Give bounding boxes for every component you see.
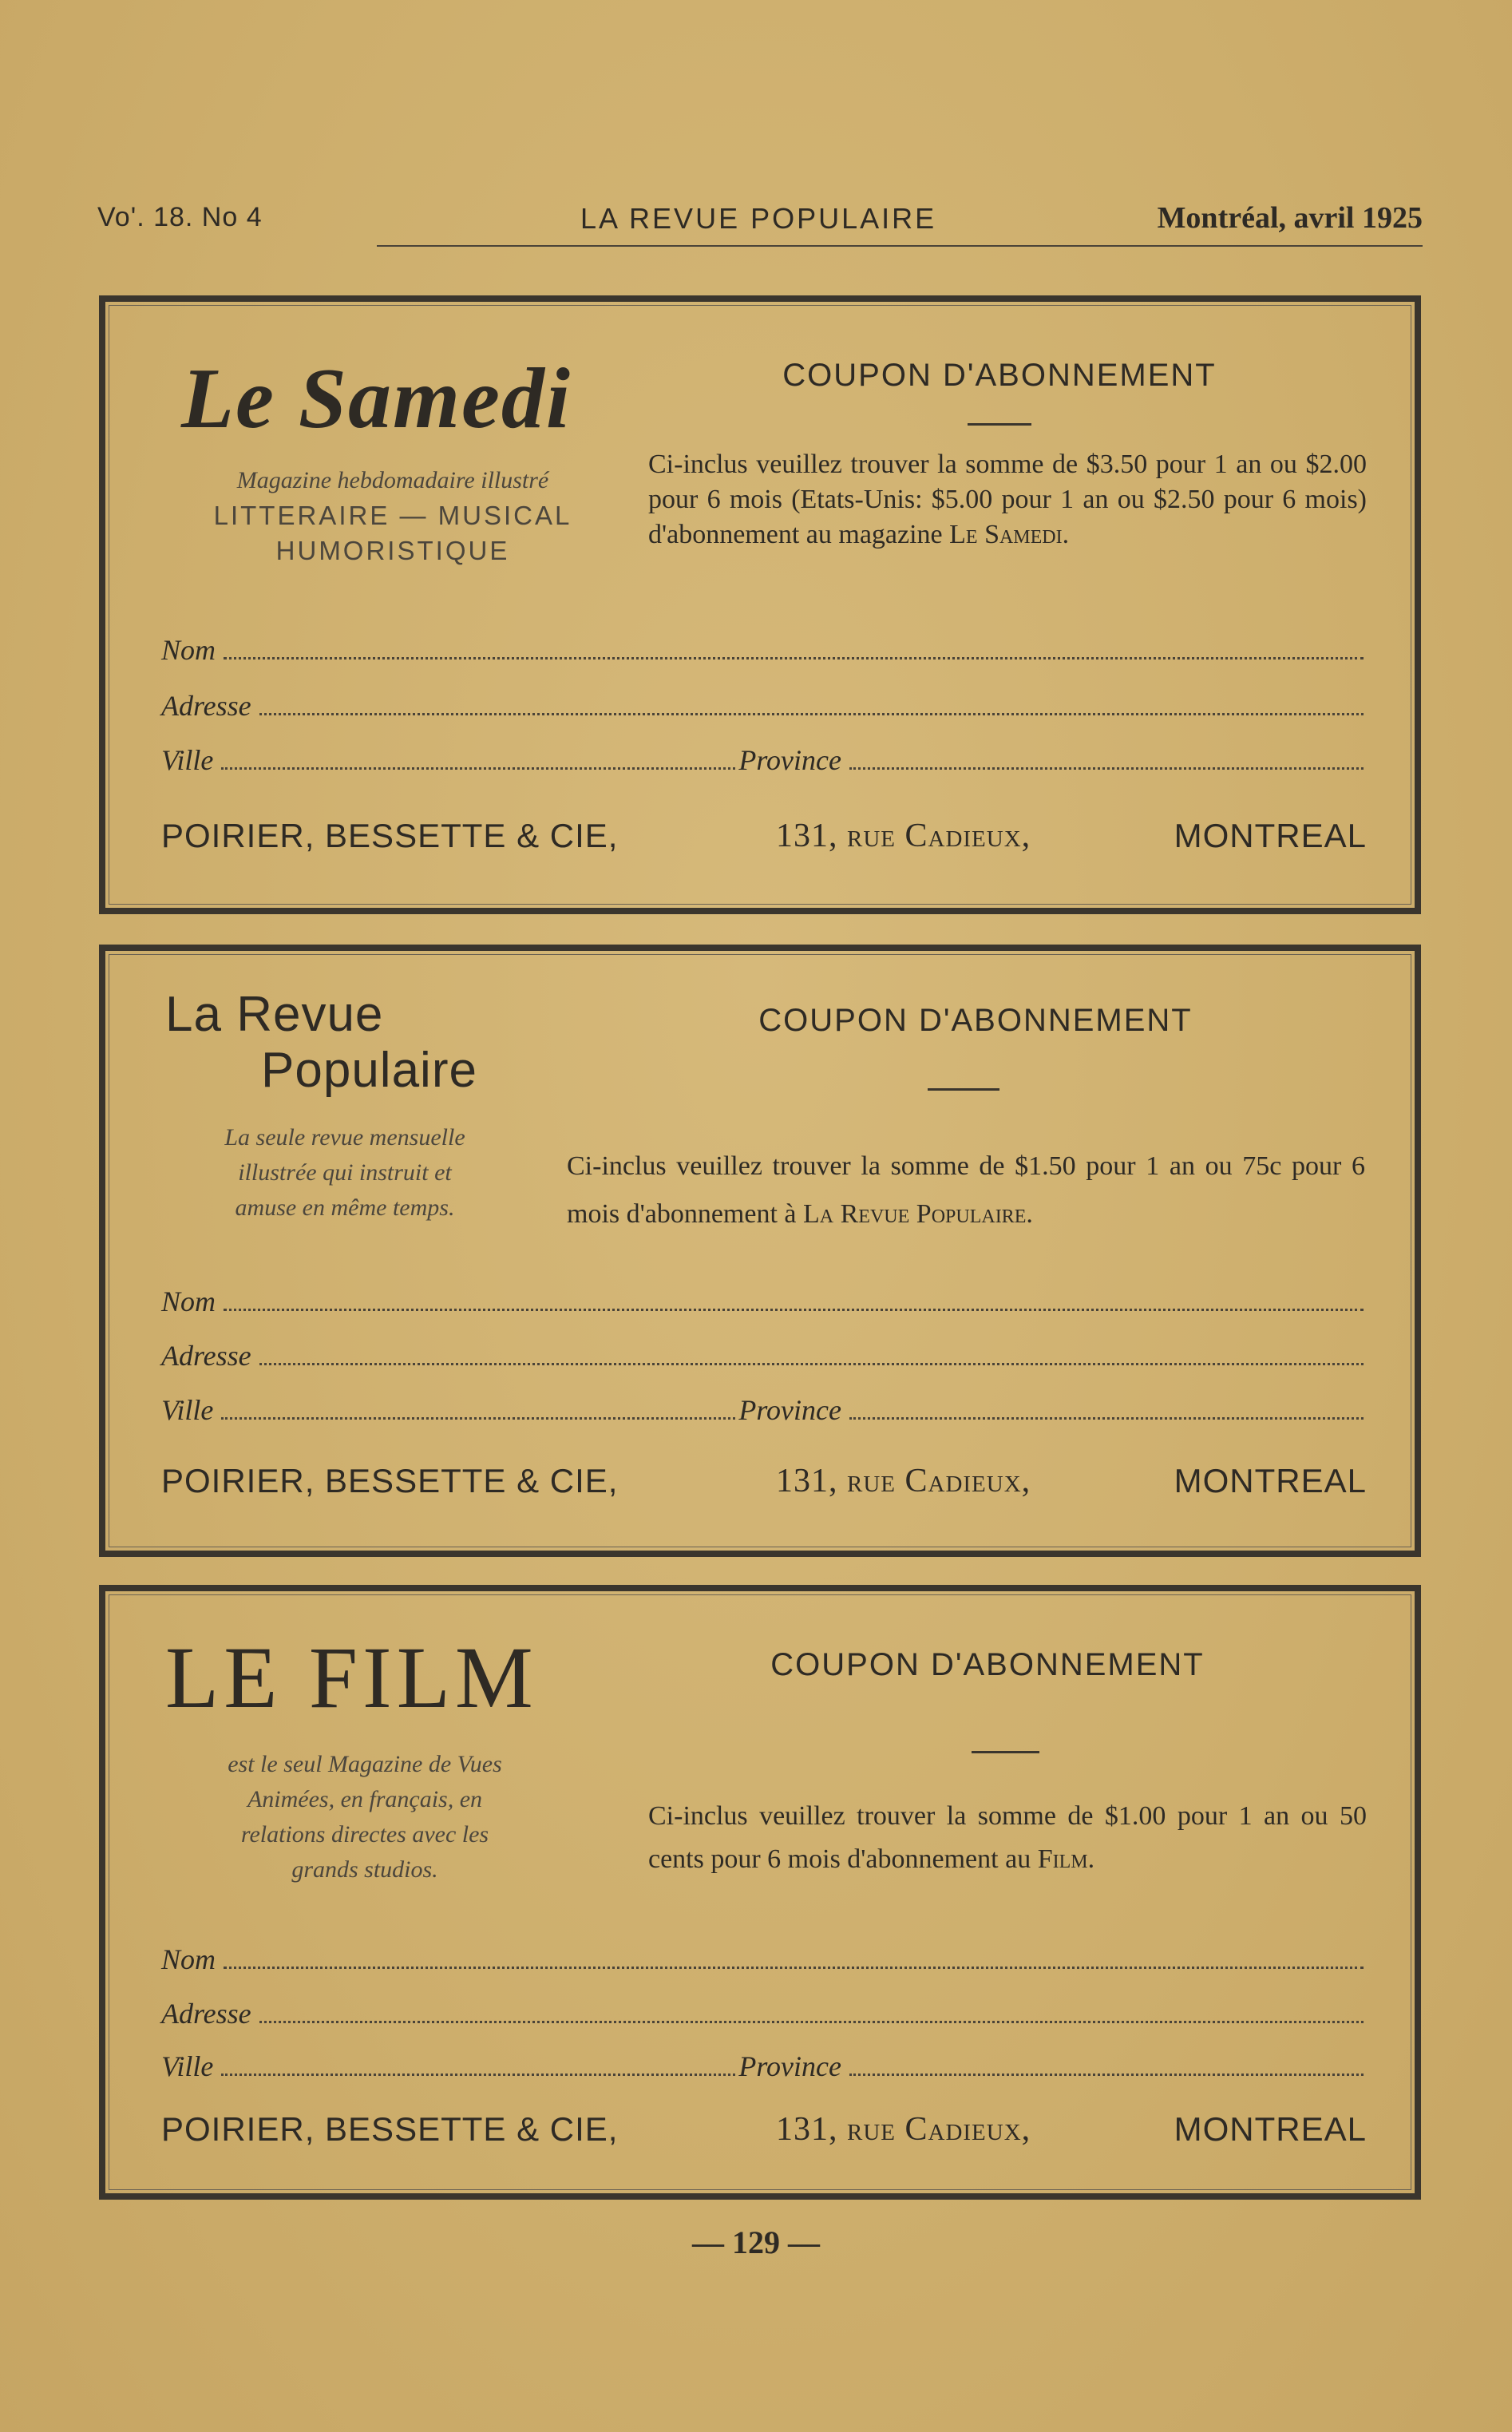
- name-label: Nom: [161, 1285, 216, 1317]
- publisher-name: POIRIER, BESSETTE & CIE,: [161, 1462, 619, 1499]
- coupon-title: COUPON D'ABONNEMENT: [758, 1003, 1193, 1038]
- page-number: — 129 —: [692, 2224, 820, 2260]
- city-label: Ville: [161, 744, 214, 776]
- name-field[interactable]: [161, 1943, 1367, 1976]
- publisher-name: POIRIER, BESSETTE & CIE,: [161, 2110, 619, 2148]
- city-province-field[interactable]: [161, 2050, 1367, 2083]
- publisher-name: POIRIER, BESSETTE & CIE,: [161, 817, 619, 854]
- revue-tagline-2: illustrée qui instruit et: [238, 1159, 452, 1186]
- province-label: Province: [738, 2050, 841, 2082]
- subscription-terms: Ci-inclus veuillez trouver la somme de $1.00 pour 1 an ou 50 cents pour 6 mois d'abonnement au: [648, 1801, 1367, 1874]
- coupon-title: COUPON D'ABONNEMENT: [770, 1647, 1205, 1682]
- coupon-la-revue-populaire: [99, 945, 1421, 1557]
- coupon-le-samedi: [99, 295, 1421, 914]
- address-label: Adresse: [161, 1998, 251, 2030]
- dotted-line: [224, 1309, 1364, 1311]
- dotted-line: [849, 1417, 1364, 1420]
- magazine-name: La Revue Populaire.: [803, 1199, 1033, 1229]
- le-samedi-logo: Le Samedi: [181, 351, 572, 446]
- name-label: Nom: [161, 634, 216, 666]
- address-field[interactable]: [161, 1339, 1367, 1372]
- dotted-line: [221, 767, 735, 770]
- publisher-address: 131, rue Cadieux,: [776, 1463, 1031, 1499]
- address-field[interactable]: [161, 689, 1367, 723]
- publisher-address: 131, rue Cadieux,: [776, 2111, 1031, 2148]
- dotted-line: [849, 2074, 1364, 2076]
- coupon-title: COUPON D'ABONNEMENT: [782, 358, 1217, 393]
- title-rule: [968, 423, 1031, 426]
- dotted-line: [221, 2074, 735, 2076]
- revue-tagline: [157, 1120, 532, 1226]
- le-film-logo: LE FILM: [165, 1629, 538, 1726]
- publisher-address: 131, rue Cadieux,: [776, 818, 1031, 854]
- issue-date: Montréal, avril 1925: [1157, 201, 1423, 235]
- province-label: Province: [738, 744, 841, 776]
- dotted-line: [224, 1967, 1364, 1969]
- revue-tagline-1: La seule revue mensuelle: [224, 1124, 465, 1151]
- title-rule: [972, 1751, 1039, 1753]
- samedi-tagline-caps-2: HUMORISTIQUE: [275, 536, 510, 565]
- logo-line-1: La Revue: [165, 987, 384, 1042]
- city-label: Ville: [161, 2050, 214, 2082]
- dotted-line: [259, 2021, 1364, 2023]
- film-tagline-2: Animées, en français, en: [247, 1786, 483, 1812]
- publisher-city: MONTREAL: [1174, 1462, 1367, 1499]
- film-tagline: [165, 1747, 564, 1887]
- publisher-city: MONTREAL: [1174, 2110, 1367, 2148]
- magazine-name: Le Samedi.: [949, 520, 1070, 549]
- magazine-name: Film.: [1037, 1844, 1095, 1874]
- film-tagline-1: est le seul Magazine de Vues: [228, 1751, 502, 1777]
- revue-tagline-3: amuse en même temps.: [235, 1194, 455, 1221]
- header-rule: [377, 245, 1423, 247]
- subscription-text: [567, 1143, 1365, 1238]
- publisher-city: MONTREAL: [1174, 817, 1367, 854]
- coupon-le-film: [99, 1585, 1421, 2200]
- address-label: Adresse: [161, 690, 251, 722]
- name-field[interactable]: [161, 633, 1367, 667]
- samedi-tagline-caps-1: LITTERAIRE — MUSICAL: [213, 501, 572, 530]
- city-province-field[interactable]: [161, 743, 1367, 777]
- subscription-terms: Ci-inclus veuillez trouver la somme de $1.50 pour 1 an ou 75c pour 6 mois d'abonnement à: [567, 1151, 1365, 1229]
- film-tagline-3: relations directes avec les: [240, 1821, 489, 1848]
- dotted-line: [849, 767, 1364, 770]
- subscription-terms: Ci-inclus veuillez trouver la somme de $3.50 pour 1 an ou $2.00 pour 6 mois (Etats-Unis: $5.00 pour 1 an ou $2.50 pour 6 mois) d'abonnement au magazine: [648, 450, 1367, 549]
- name-field[interactable]: [161, 1285, 1367, 1318]
- samedi-tagline: [169, 463, 616, 568]
- name-label: Nom: [161, 1943, 216, 1975]
- title-rule: [928, 1088, 999, 1091]
- address-field[interactable]: [161, 1997, 1367, 2030]
- subscription-text: [648, 1795, 1367, 1881]
- dotted-line: [259, 1363, 1364, 1365]
- province-label: Province: [738, 1394, 841, 1426]
- magazine-title: LA REVUE POPULAIRE: [580, 202, 937, 235]
- subscription-text: [648, 447, 1367, 553]
- address-label: Adresse: [161, 1340, 251, 1372]
- dotted-line: [221, 1417, 735, 1420]
- logo-line-2: Populaire: [261, 1043, 477, 1098]
- la-revue-populaire-logo: [165, 987, 477, 1099]
- city-province-field[interactable]: [161, 1393, 1367, 1427]
- city-label: Ville: [161, 1394, 214, 1426]
- running-header: [97, 196, 1423, 236]
- film-tagline-4: grands studios.: [291, 1856, 438, 1883]
- samedi-tagline-italic: Magazine hebdomadaire illustré: [236, 467, 549, 493]
- dotted-line: [224, 657, 1364, 659]
- volume-number: Vo'. 18. No 4: [97, 202, 263, 232]
- dotted-line: [259, 713, 1364, 715]
